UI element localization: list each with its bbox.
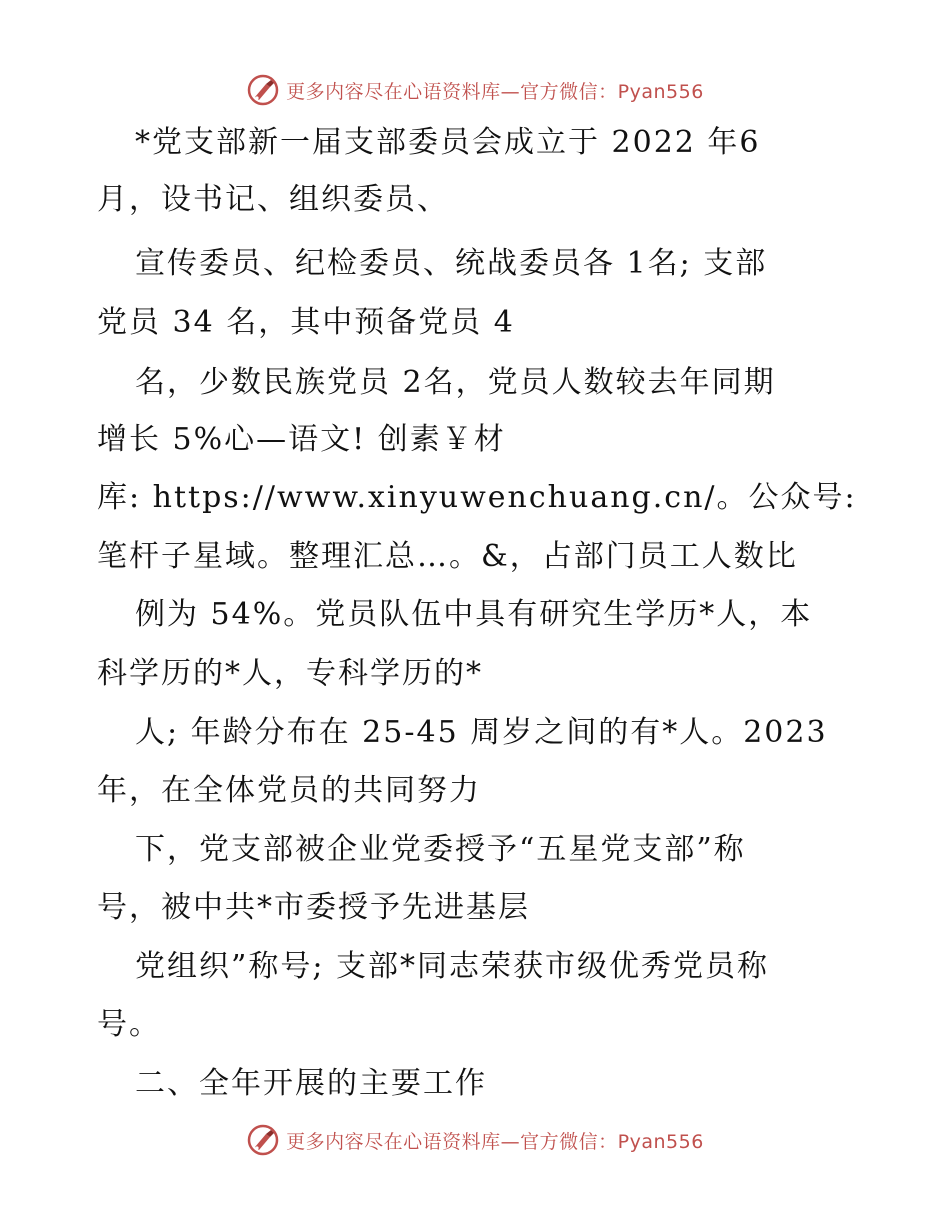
header-banner xyxy=(0,70,950,110)
paragraph-line: 宣传委员、纪检委员、统战委员各 1名; 支部 xyxy=(135,246,768,281)
paragraph-line: 下，党支部被企业党委授予“五星党支部”称 xyxy=(135,832,746,867)
paragraph-line: 名，少数民族党员 2名，党员人数较去年同期 xyxy=(135,365,776,400)
paragraph-line: *党支部新一届支部委员会成立于 2022 年6 xyxy=(135,125,761,160)
footer-banner-text: 更多内容尽在心语资料库—官方微信：Pyan556 xyxy=(286,1130,704,1153)
paragraph-line: 年，在全体党员的共同努力 xyxy=(97,773,481,808)
paragraph-line: 党组织”称号; 支部*同志荣获市级优秀党员称 xyxy=(135,949,769,984)
paragraph-line: 科学历的*人，专科学历的* xyxy=(97,656,483,691)
paragraph-line: 人; 年龄分布在 25-45 周岁之间的有*人。2023 xyxy=(135,715,828,750)
footer-banner xyxy=(0,1120,950,1160)
paragraph-line: 笔杆子星域。整理汇总…。&，占部门员工人数比 xyxy=(97,539,798,574)
paragraph-line: 党员 34 名，其中预备党员 4 xyxy=(97,305,515,340)
section-heading: 二、全年开展的主要工作 xyxy=(135,1066,487,1101)
header-banner-text: 更多内容尽在心语资料库—官方微信：Pyan556 xyxy=(286,80,704,103)
paragraph-line: 月，设书记、组织委员、 xyxy=(97,182,449,217)
paragraph-line: 增长 5%心—语文! 创素￥材 xyxy=(97,422,506,457)
pen-nib-logo-icon xyxy=(246,73,280,107)
paragraph-line: 号，被中共*市委授予先进基层 xyxy=(97,890,530,925)
pen-nib-logo-icon xyxy=(246,1123,280,1157)
paragraph-line: 例为 54%。党员队伍中具有研究生学历*人，本 xyxy=(135,597,813,632)
paragraph-line: 库: https://www.xinyuwenchuang.cn/。公众号: xyxy=(97,480,857,515)
paragraph-line: 号。 xyxy=(97,1007,161,1042)
